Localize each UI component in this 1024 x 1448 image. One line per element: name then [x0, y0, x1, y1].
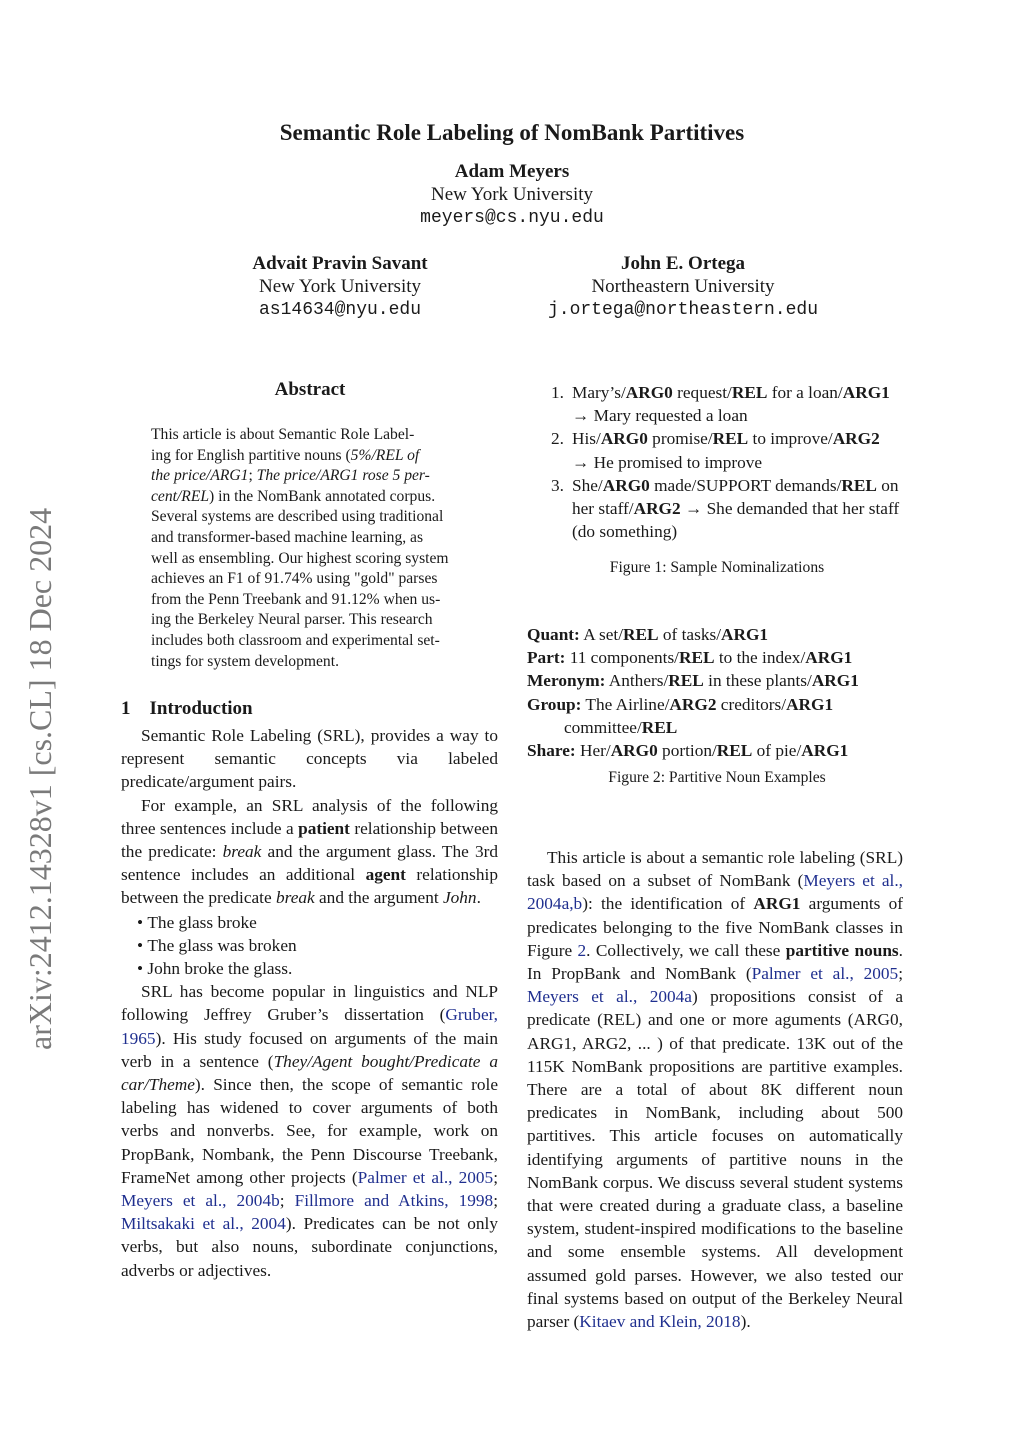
- abstract-line: tings for system development.: [151, 652, 339, 670]
- figure-2-row: Quant: A set/REL of tasks/ARG1: [527, 625, 769, 644]
- paragraph: For example, an SRL analysis of the following three sentences include a patient relationship between the predicate: break and the argument glass. The 3rd sentence includes an additional agent relationship between the predicate break and the argument John.: [121, 795, 498, 908]
- section-number: 1: [121, 698, 131, 719]
- author-block-2: [190, 253, 490, 320]
- abstract-line: ing for English partitive nouns (5%/REL of: [151, 446, 420, 464]
- abstract-line: ing the Berkeley Neural parser. This research: [151, 611, 433, 629]
- abstract-line: Several systems are described using traditional: [151, 508, 444, 526]
- list-item: • The glass was broken: [137, 935, 297, 955]
- figure-1-caption: Figure 1: Sample Nominalizations: [609, 559, 825, 576]
- citation-link[interactable]: Fillmore and Atkins, 1998: [294, 1191, 494, 1211]
- paragraph: Semantic Role Labeling (SRL), provides a way to represent semantic concepts via labeled predicate/argument pairs.: [121, 726, 498, 792]
- author-email[interactable]: j.ortega@northeastern.edu: [547, 300, 819, 320]
- abstract-line: includes both classroom and experimental set-: [151, 631, 440, 649]
- figure-1: [527, 381, 907, 543]
- figure-2-row: Part: 11 components/REL to the index/ARG1: [527, 648, 853, 668]
- author-block-1: [0, 161, 1024, 228]
- section-heading-introduction: [121, 698, 253, 720]
- citation-link[interactable]: Meyers et al., 2004b: [121, 1191, 280, 1211]
- figure-1-item: 2. His/ARG0 promise/REL to improve/ARG2 → He promised to improve: [551, 429, 880, 472]
- author-affiliation: New York University: [258, 276, 422, 297]
- citation-link[interactable]: Kitaev and Klein, 2018: [579, 1312, 741, 1332]
- abstract-line: achieves an F1 of 91.74% using "gold" parses: [151, 570, 438, 588]
- figure-2-row: Meronym: Anthers/REL in these plants/ARG1: [527, 671, 859, 691]
- author-block-3: [513, 253, 853, 320]
- author-email[interactable]: as14634@nyu.edu: [258, 300, 422, 320]
- abstract-line: the price/ARG1; The price/ARG1 rose 5 per-: [151, 467, 430, 485]
- citation-link[interactable]: Gruber, 1965: [121, 1005, 498, 1048]
- author-name: John E. Ortega: [620, 253, 746, 274]
- figure-reference-link[interactable]: 2: [577, 940, 587, 960]
- citation-link[interactable]: Miltsakaki et al., 2004: [121, 1214, 286, 1234]
- abstract-line: well as ensembling. Our highest scoring system: [151, 549, 449, 567]
- list-item: • John broke the glass.: [137, 959, 293, 979]
- abstract-line: and transformer-based machine learning, as: [151, 528, 424, 546]
- section-title: Introduction: [149, 698, 253, 719]
- list-item: • The glass broke: [137, 912, 257, 932]
- citation-link[interactable]: Palmer et al., 2005: [357, 1167, 494, 1187]
- bullet-icon: •: [137, 912, 148, 932]
- abstract-text: [151, 425, 471, 672]
- paragraph: This article is about a semantic role labeling (SRL) task based on a subset of NomBank (Meyers et al., 2004a,b): the identification of ARG1 arguments of predicates belonging to the five NomBank classes in Figure 2. Collectively, we call these partitive nouns. In PropBank and NomBank (Palmer et al., 2005; Meyers et al., 2004a) propositions consist of a predicate (REL) and one or more aguments (ARG0, ARG1, ARG2, ... ) of that predicate. 13K out of the 115K NomBank propositions are partitive examples. There are a total of about 8K different noun predicates in NomBank, including about 500 partitives. This article focuses on automatically identifying arguments of partitive nouns in the NomBank corpus. We discuss several student systems that were created during a graduate class, a baseline system, student-inspired modifications to the baseline and some ensemble systems. All development assumed gold parses. However, we also tested our final systems based on output of the Berkeley Neural parser (Kitaev and Klein, 2018).: [527, 848, 904, 1332]
- author-name: Adam Meyers: [454, 161, 570, 182]
- arxiv-identifier: arXiv:2412.14328v1 [cs.CL] 18 Dec 2024: [22, 507, 58, 1050]
- figure-2-row: Group: The Airline/ARG2 creditors/ARG1 committee/REL: [527, 694, 834, 737]
- abstract-line: cent/REL) in the NomBank annotated corpus.: [151, 487, 436, 505]
- abstract-line: from the Penn Treebank and 91.12% when us-: [151, 590, 441, 608]
- figure-1-item: 1. Mary’s/ARG0 request/REL for a loan/ARG1 → Mary requested a loan: [551, 383, 890, 426]
- citation-link[interactable]: Meyers et al., 2004a: [527, 987, 692, 1007]
- paragraph: SRL has become popular in linguistics and NLP following Jeffrey Gruber’s dissertation (Gruber, 1965). His study focused on arguments of the main verb in a sentence (They/Agent bought/Predicate a car/Theme). Since then, the scope of semantic role labeling has widened to cover arguments of both verbs and nonverbs. See, for example, work on PropBank, Nombank, the Penn Discourse Treebank, FrameNet among other projects (Palmer et al., 2005; Meyers et al., 2004b; Fillmore and Atkins, 1998; Miltsakaki et al., 2004). Predicates can be not only verbs, but also nouns, subordinate conjunctions, adverbs or adjectives.: [121, 982, 498, 1280]
- body-paragraph-right: [527, 846, 903, 1333]
- figure-2-caption: Figure 2: Partitive Noun Examples: [608, 769, 826, 786]
- author-email[interactable]: meyers@cs.nyu.edu: [420, 208, 604, 228]
- abstract-line: This article is about Semantic Role Label-: [151, 426, 415, 443]
- abstract-heading: Abstract: [274, 379, 346, 400]
- author-name: Advait Pravin Savant: [252, 253, 428, 274]
- figure-1-item: 3. She/ARG0 made/SUPPORT demands/REL on her staff/ARG2 → She demanded that her staff (do something): [551, 475, 900, 542]
- figure-2-row: Share: Her/ARG0 portion/REL of pie/ARG1: [527, 741, 849, 761]
- figure-2: [527, 623, 907, 762]
- bullet-icon: •: [137, 959, 148, 979]
- author-affiliation: Northeastern University: [591, 276, 775, 297]
- introduction-body: [121, 724, 498, 1282]
- bullet-icon: •: [137, 935, 148, 955]
- citation-link[interactable]: Palmer et al., 2005: [751, 964, 899, 984]
- paper-title: Semantic Role Labeling of NomBank Partitives: [279, 120, 745, 145]
- author-affiliation: New York University: [430, 184, 594, 205]
- citation-link[interactable]: Meyers et al., 2004a,b: [527, 871, 903, 914]
